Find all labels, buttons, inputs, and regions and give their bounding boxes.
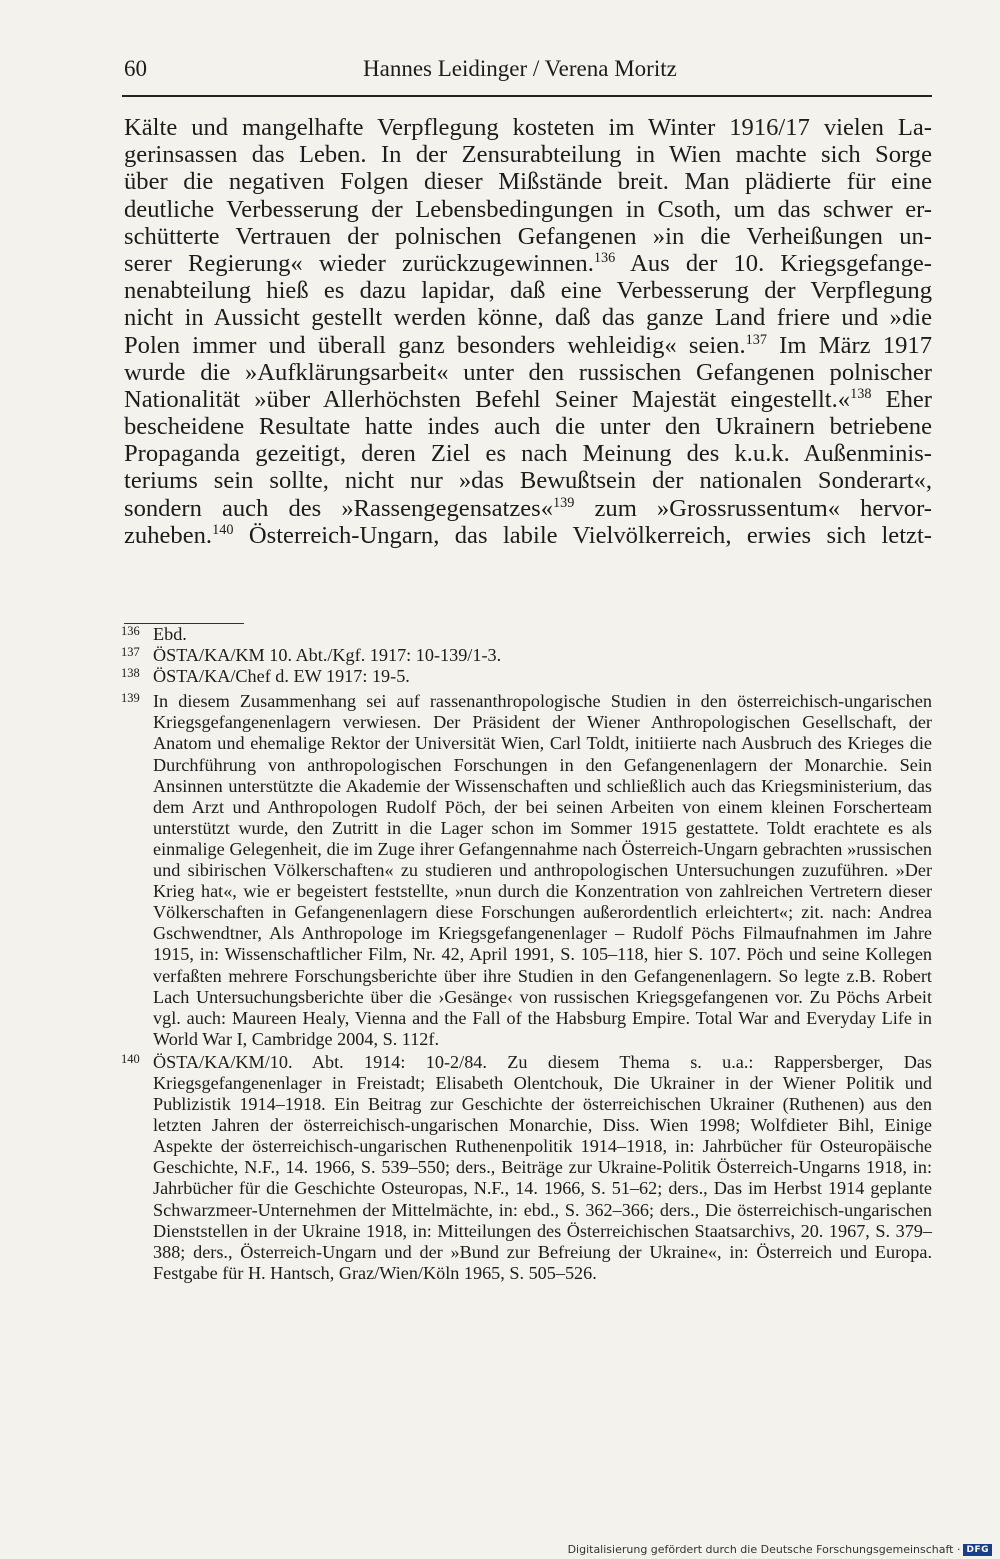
- body-line: schütterte Vertrauen der polnischen Gefangenen »in die Verheißungen un-: [124, 222, 932, 250]
- body-line: nenabteilung hieß es dazu lapidar, daß eine Verbesserung der Verpflegung: [124, 277, 932, 305]
- footnote-text: ÖSTA/KA/Chef d. EW 1917: 19-5.: [153, 666, 410, 687]
- footnote-ref: 136: [593, 250, 616, 267]
- dfg-logo: DFG: [963, 1544, 992, 1556]
- footnotes: [121, 624, 932, 1284]
- body-line: deutliche Verbesserung der Lebensbedingungen in Csoth, um das schwer er-: [124, 195, 932, 223]
- footnote: [121, 666, 932, 687]
- header-rule: [122, 95, 932, 97]
- footnote-number: 137: [121, 645, 140, 660]
- footnote: [121, 691, 932, 1050]
- body-line: teriums sein sollte, nicht nur »das Bewußtsein der nationalen Sonderart«,: [124, 467, 932, 495]
- body-line: über die negativen Folgen dieser Mißstände breit. Man plädierte für eine: [124, 168, 932, 196]
- running-head: Hannes Leidinger / Verena Moritz: [363, 56, 677, 81]
- body-line: Kälte und mangelhafte Verpflegung kosteten im Winter 1916/17 vielen La-: [124, 114, 932, 141]
- footnote-text: In diesem Zusammenhang sei auf rassenanthropologische Studien in den österreichisch-ungarischen Kriegsgefangenenlagern verwiesen. Der Präsident der Wiener Anthropologischen Gesellschaft, der Anatom und ehemalige Rektor der Universität Wien, Carl Toldt, initiierte nach Ausbruch des Krieges die Durchführung von anthropologischen Forschungen in den Gefangenenlagern der Monarchie. Sein Ansinnen unterstützte die Akademie der Wissenschaften und schließlich auch das Kriegsministerium, das dem Arzt und Anthropologen Rudolf Pöch, der bei seinen Arbeiten von einem kleinen Forscherteam unterstützt wurde, den Zutritt in die Lager schon im Sommer 1915 gestattete. Toldt erachtete es als einmalige Gelegenheit, die im Zuge ihrer Gefangennahme nach Österreich-Ungarn gebrachten »russischen und sibirischen Völkerschaften« zu studieren und anthropologischen Untersuchungen zuzuführen. »Der Krieg hat«, wie er begeistert feststellte, »nun durch die Konzentration von zahlreichen Vertretern dieser Völkerschaften in Gefangenenlagern diese Forschungen außerordentlich erleichtert«; zit. nach: Andrea Gschwendtner, Als Anthropologe im Kriegsgefangenenlager – Rudolf Pöchs Filmaufnahmen im Jahre 1915, in: Wissenschaftlicher Film, Nr. 42, April 1991, S. 105–118, hier S. 107. Pöch und seine Kollegen verfaßten mehrere Forschungsberichte über ihre Studien in den Gefangenenlagern. So legte z.B. Robert Lach Untersuchungsberichte über die ›Gesänge‹ von russischen Kriegsgefangenen vor. Zu Pöchs Arbeit vgl. auch: Maureen Healy, Vienna and the Fall of the Habsburg Empire. Total War and Everyday Life in World War I, Cambridge 2004, S. 112f.: [153, 691, 932, 1049]
- body-line: Nationalität »über Allerhöchsten Befehl Seiner Majestät eingestellt.«$^{138}$ Eher: [124, 385, 932, 413]
- footnote-number: 136: [121, 624, 140, 638]
- body-line: gerinsassen das Leben. In der Zensurabteilung in Wien machte sich Sorge: [124, 141, 932, 169]
- footnote-ref: 137: [745, 331, 767, 348]
- footnote: [121, 1052, 932, 1284]
- body-line: zuheben.$^{140}$ Österreich-Ungarn, das labile Vielvölkerreich, erwies sich letzt-: [124, 521, 932, 549]
- credit-text: Digitalisierung gefördert durch die Deutsche Forschungsgemeinschaft ·: [567, 1543, 961, 1556]
- digitization-credit: [568, 1543, 992, 1556]
- footnote-ref: 140: [212, 521, 234, 538]
- body-text: [124, 114, 932, 549]
- footnote-ref: 138: [850, 386, 872, 403]
- footnote-text: ÖSTA/KA/KM/10. Abt. 1914: 10-2/84. Zu diesem Thema s. u.a.: Rappersberger, Das Kriegsgefangenenlager in Freistadt; Elisabeth Olentchouk, Die Ukrainer in der Wiener Politik und Publizistik 1914–1918. Ein Beitrag zur Geschichte der österreichischen Ukrainer (Ruthenen) aus den letzten Jahren der österreichisch-ungarischen Monarchie, Diss. Wien 1998; Wolfdieter Bihl, Einige Aspekte der österreichisch-ungarischen Ruthenenpolitik 1914–1918, in: Jahrbücher für Osteuropäische Geschichte, N.F., 14. 1966, S. 539–550; ders., Beiträge zur Ukraine-Politik Österreich-Ungarns 1918, in: Jahrbücher für die Geschichte Osteuropas, N.F., 14. 1966, S. 51–62; ders., Das im Herbst 1914 geplante Schwarzmeer-Unternehmen der Mittelmächte, in: ebd., S. 362–366; ders., Die österreichisch-ungarischen Dienststellen in der Ukraine 1918, in: Mitteilungen des Österreichischen Staatsarchivs, 20. 1967, S. 379–388; ders., Österreich-Ungarn und der »Bund zur Befreiung der Ukraine«, in: Österreich und Europa. Festgabe für H. Hantsch, Graz/Wien/Köln 1965, S. 505–526.: [153, 1051, 932, 1283]
- body-line: sondern auch des »Rassengegensatzes«$^{139}$ zum »Grossrussentum« hervor-: [124, 494, 932, 522]
- footnote-number: 140: [121, 1051, 140, 1066]
- body-line: Propaganda gezeitigt, deren Ziel es nach Meinung des k.u.k. Außenminis-: [124, 440, 932, 468]
- footnote-ref: 139: [553, 494, 575, 511]
- body-line: serer Regierung« wieder zurückzugewinnen.$^{136}$ Aus der 10. Kriegsgefange-: [124, 249, 932, 277]
- body-line: bescheidene Resultate hatte indes auch die unter den Ukrainern betriebene: [124, 413, 932, 441]
- page-number: 60: [124, 56, 147, 81]
- body-line: wurde die »Aufklärungsarbeit« unter den russischen Gefangenen polnischer: [124, 358, 932, 386]
- footnote-number: 138: [121, 666, 140, 681]
- footnote: [121, 624, 932, 645]
- body-line: nicht in Aussicht gestellt werden könne, daß das ganze Land friere und »die: [124, 304, 932, 332]
- footnote-text: Ebd.: [153, 624, 187, 644]
- footnote-text: ÖSTA/KA/KM 10. Abt./Kgf. 1917: 10-139/1-3.: [153, 645, 502, 666]
- body-line: Polen immer und überall ganz besonders wehleidig« seien.$^{137}$ Im März 1917: [124, 331, 932, 359]
- footnote: [121, 645, 932, 666]
- footnote-number: 139: [121, 691, 140, 706]
